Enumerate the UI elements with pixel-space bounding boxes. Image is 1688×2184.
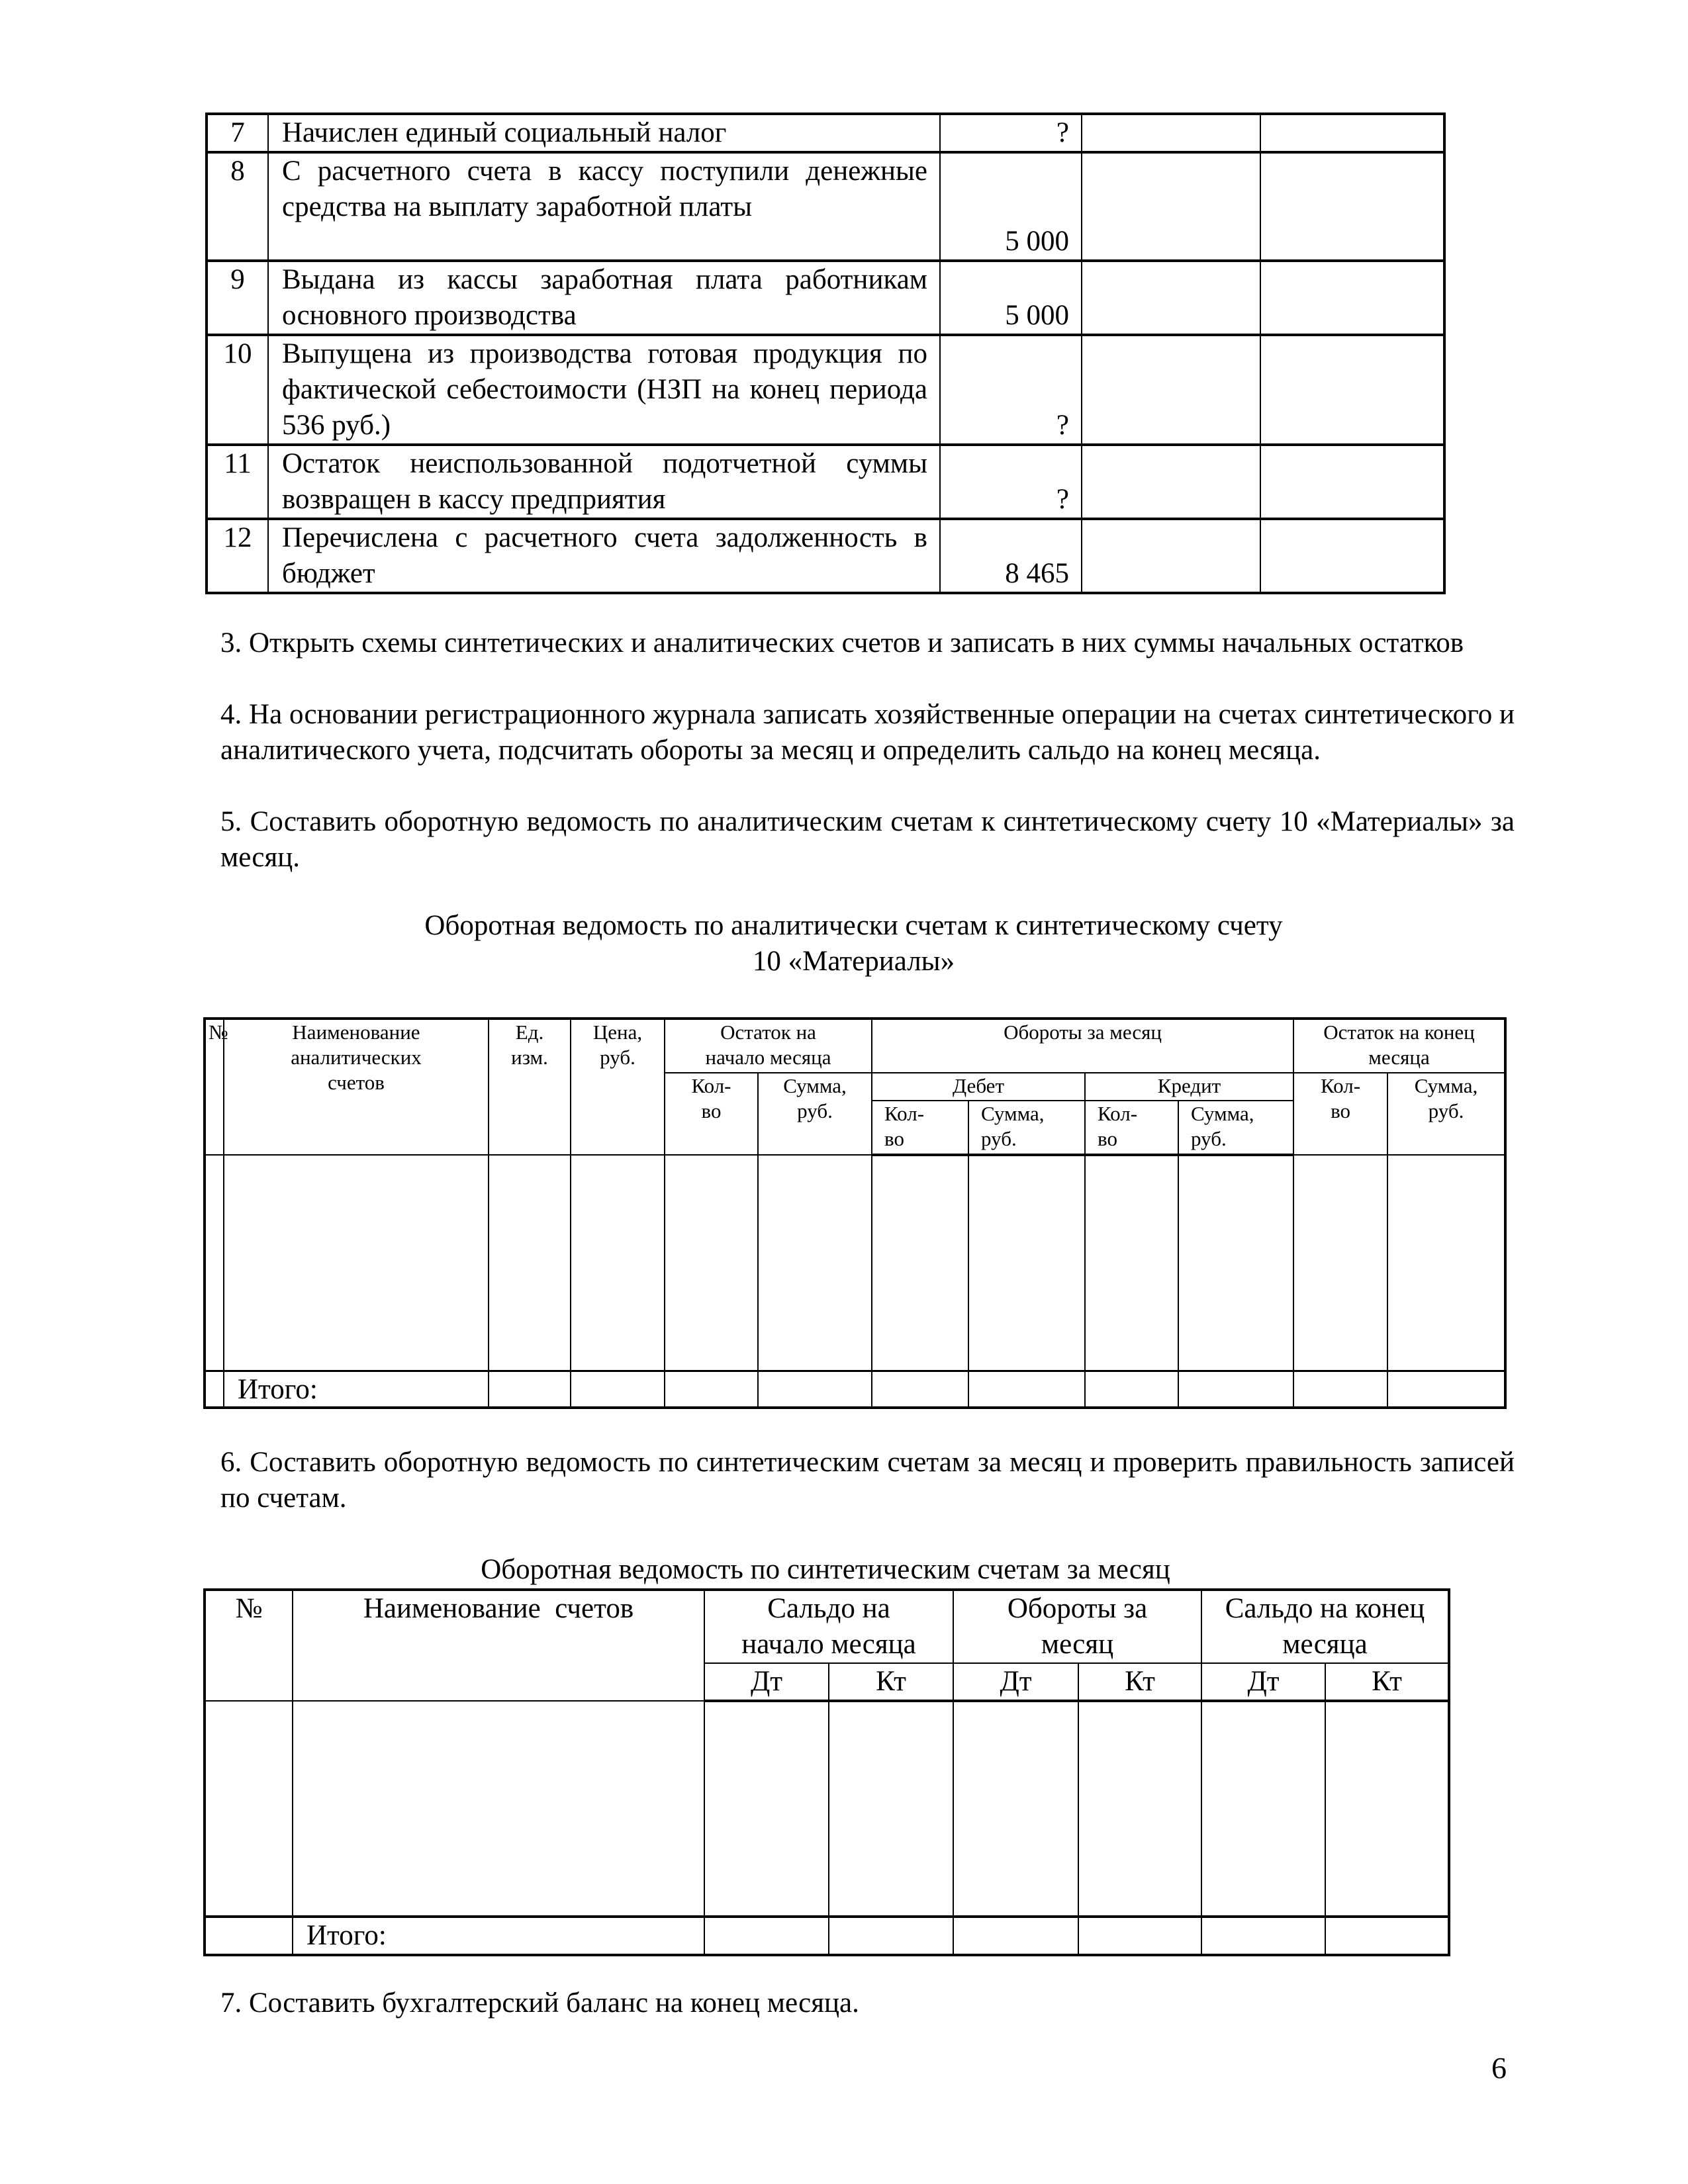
operation-amount: 8 465 (940, 519, 1082, 593)
col-header-credit-qty: Кол-во (1085, 1101, 1178, 1155)
row-number: 9 (207, 261, 268, 335)
cell (1325, 1917, 1449, 1955)
col-header-opening: Сальдо на начало месяца (704, 1590, 953, 1663)
col-header-price: Цена, руб. (571, 1019, 665, 1155)
analytic-sheet-caption-line1: Оборотная ведомость по аналитически счетам к синтетическому счету (424, 910, 1283, 941)
cell (829, 1917, 953, 1955)
cell (1201, 1917, 1325, 1955)
header-row (205, 1590, 1449, 1663)
col-header-debit-sum: Сумма, руб. (968, 1101, 1085, 1155)
cell (571, 1155, 665, 1371)
total-row (205, 1917, 1449, 1955)
synthetic-turnover-table (203, 1588, 1450, 1956)
col-header-num: № (205, 1019, 224, 1155)
credit-cell (1260, 519, 1444, 593)
operations-table (205, 113, 1446, 594)
cell (1085, 1371, 1178, 1408)
table-row (207, 152, 1444, 261)
row-number: 8 (207, 152, 268, 261)
cell (1078, 1917, 1201, 1955)
col-header-turnover-kt: Кт (1078, 1663, 1201, 1701)
col-header-num: № (205, 1590, 293, 1701)
synthetic-sheet-caption: Оборотная ведомость по синтетическим счетам за месяц (481, 1554, 1170, 1585)
col-header-name: Наименование аналитических счетов (224, 1019, 489, 1155)
cell (489, 1155, 571, 1371)
table-row (207, 519, 1444, 593)
col-header-name: Наименование счетов (293, 1590, 704, 1701)
col-header-turnover-dt: Дт (953, 1663, 1078, 1701)
col-header-debit-qty: Кол-во (872, 1101, 968, 1155)
operation-description: Начислен единый социальный налог (268, 114, 940, 152)
row-number: 11 (207, 445, 268, 519)
total-label: Итого: (224, 1371, 489, 1408)
table-row (207, 114, 1444, 152)
col-header-closing: Сальдо на конец месяца (1201, 1590, 1449, 1663)
task-7: 7. Составить бухгалтерский баланс на конец месяца. (220, 1987, 859, 2019)
task-4: 4. На основании регистрационного журнала записать хозяйственные операции на счетах синтетического и аналитического учета, подсчитать обороты за месяц и определить сальдо на конец месяца. (220, 699, 1515, 766)
operation-amount: 5 000 (940, 261, 1082, 335)
col-header-closing-sum: Сумма, руб. (1387, 1073, 1505, 1155)
cell (1178, 1155, 1293, 1371)
col-header-opening-dt: Дт (704, 1663, 829, 1701)
row-number: 10 (207, 335, 268, 445)
col-header-closing-kt: Кт (1325, 1663, 1449, 1701)
cell (1201, 1701, 1325, 1917)
cell (665, 1371, 758, 1408)
cell (1293, 1155, 1387, 1371)
debit-cell (1082, 114, 1260, 152)
operation-description: Выпущена из производства готовая продукция по фактической себестоимости (НЗП на конец периода 536 руб.) (268, 335, 940, 445)
credit-cell (1260, 335, 1444, 445)
cell (205, 1371, 224, 1408)
cell (829, 1701, 953, 1917)
operation-amount: 5 000 (940, 152, 1082, 261)
cell (489, 1371, 571, 1408)
operation-amount: ? (940, 335, 1082, 445)
total-row (205, 1371, 1505, 1408)
analytic-turnover-table (203, 1017, 1507, 1409)
operation-description: Остаток неиспользованной подотчетной суммы возвращен в кассу предприятия (268, 445, 940, 519)
cell (968, 1371, 1085, 1408)
row-number: 12 (207, 519, 268, 593)
col-header-opening-sum: Сумма, руб. (758, 1073, 872, 1155)
col-header-credit: Кредит (1085, 1073, 1293, 1101)
col-header-opening-kt: Кт (829, 1663, 953, 1701)
col-header-unit: Ед. изм. (489, 1019, 571, 1155)
table-row (205, 1701, 1449, 1917)
table-row (207, 335, 1444, 445)
cell (1293, 1371, 1387, 1408)
task-3: 3. Открыть схемы синтетических и аналитических счетов и записать в них суммы начальных остатков (220, 627, 1464, 659)
debit-cell (1082, 445, 1260, 519)
debit-cell (1082, 152, 1260, 261)
col-header-turnover: Обороты за месяц (953, 1590, 1201, 1663)
cell (1085, 1155, 1178, 1371)
cell (205, 1917, 293, 1955)
operation-amount: ? (940, 114, 1082, 152)
col-header-debit: Дебет (872, 1073, 1085, 1101)
operation-amount: ? (940, 445, 1082, 519)
cell (968, 1155, 1085, 1371)
table-row (207, 261, 1444, 335)
credit-cell (1260, 445, 1444, 519)
col-header-opening: Остаток на начало месяца (665, 1019, 872, 1073)
cell (205, 1155, 224, 1371)
cell (953, 1701, 1078, 1917)
analytic-sheet-caption-line2: 10 «Материалы» (752, 946, 955, 977)
operation-description: Выдана из кассы заработная плата работникам основного производства (268, 261, 940, 335)
cell (571, 1371, 665, 1408)
table-row (207, 445, 1444, 519)
col-header-closing-dt: Дт (1201, 1663, 1325, 1701)
cell (872, 1155, 968, 1371)
cell (1078, 1701, 1201, 1917)
debit-cell (1082, 261, 1260, 335)
cell (953, 1917, 1078, 1955)
debit-cell (1082, 519, 1260, 593)
col-header-closing-qty: Кол-во (1293, 1073, 1387, 1155)
cell (872, 1371, 968, 1408)
cell (1387, 1371, 1505, 1408)
credit-cell (1260, 261, 1444, 335)
page-number: 6 (1491, 2051, 1507, 2085)
task-5: 5. Составить оборотную ведомость по аналитическим счетам к синтетическому счету 10 «Материалы» за месяц. (220, 806, 1515, 873)
task-6: 6. Составить оборотную ведомость по синтетическим счетам за месяц и проверить правильность записей по счетам. (220, 1447, 1515, 1514)
cell (1325, 1701, 1449, 1917)
cell (758, 1155, 872, 1371)
cell (704, 1917, 829, 1955)
col-header-closing: Остаток на конец месяца (1293, 1019, 1505, 1073)
col-header-opening-qty: Кол-во (665, 1073, 758, 1155)
table-row (205, 1155, 1505, 1371)
cell (205, 1701, 293, 1917)
row-number: 7 (207, 114, 268, 152)
operation-description: С расчетного счета в кассу поступили денежные средства на выплату заработной платы (268, 152, 940, 261)
cell (1178, 1371, 1293, 1408)
cell (224, 1155, 489, 1371)
cell (704, 1701, 829, 1917)
col-header-credit-sum: Сумма, руб. (1178, 1101, 1293, 1155)
header-row (205, 1019, 1505, 1073)
total-label: Итого: (293, 1917, 704, 1955)
credit-cell (1260, 114, 1444, 152)
cell (665, 1155, 758, 1371)
cell (293, 1701, 704, 1917)
operation-description: Перечислена с расчетного счета задолженность в бюджет (268, 519, 940, 593)
debit-cell (1082, 335, 1260, 445)
credit-cell (1260, 152, 1444, 261)
cell (1387, 1155, 1505, 1371)
col-header-turnover: Обороты за месяц (872, 1019, 1293, 1073)
cell (758, 1371, 872, 1408)
